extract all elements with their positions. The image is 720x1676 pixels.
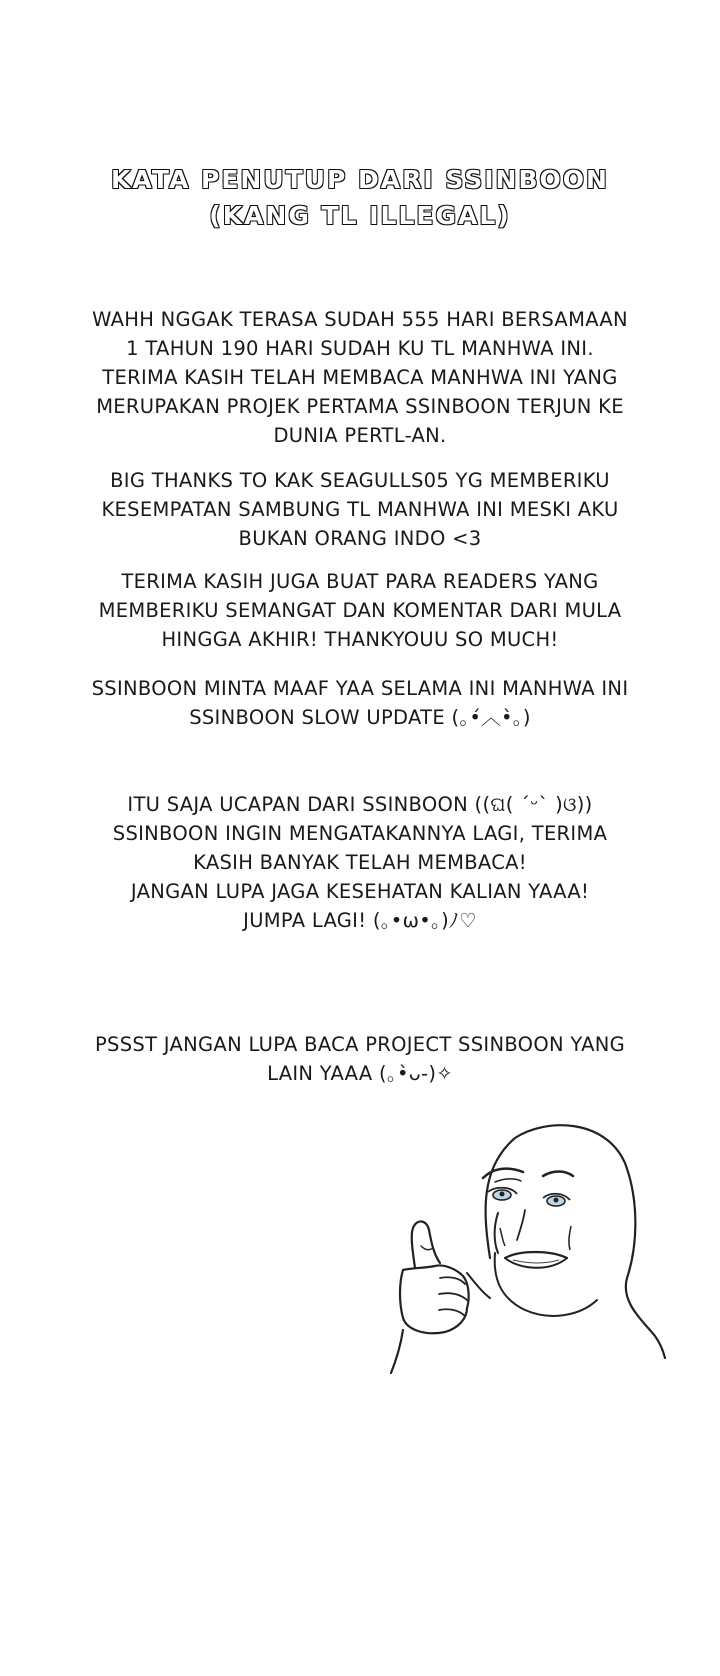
text-line: SSINBOON MINTA MAAF YAA SELAMA INI MANHWA INI bbox=[91, 677, 629, 700]
thumb bbox=[412, 1221, 440, 1268]
mouth-upper bbox=[505, 1252, 567, 1258]
text-line: DUNIA PERTL-AN. bbox=[273, 424, 447, 447]
cheek-line-left bbox=[500, 1228, 505, 1246]
body-left-line bbox=[391, 1330, 403, 1373]
eyebrow-left-inner bbox=[495, 1179, 521, 1182]
text-line: JUMPA LAGI! (｡•ω•｡)ﾉ♡ bbox=[243, 909, 477, 932]
text-line: SSINBOON INGIN MENGATAKANNYA LAGI, TERIMA bbox=[112, 822, 608, 845]
text-line: BIG THANKS TO KAK SEAGULLS05 YG MEMBERIKU bbox=[110, 469, 610, 492]
text-line: PSSST JANGAN LUPA BACA PROJECT SSINBOON YANG bbox=[94, 1033, 626, 1056]
paragraph-apology bbox=[40, 674, 680, 732]
text-line: HINGGA AKHIR! THANKYOUU SO MUCH! bbox=[161, 628, 559, 651]
text-line: TERIMA KASIH JUGA BUAT PARA READERS YANG bbox=[121, 570, 599, 593]
text-line: WAHH NGGAK TERASA SUDAH 555 HARI BERSAMAAN bbox=[92, 308, 628, 331]
title-line-1: KATA PENUTUP DARI SSINBOON bbox=[111, 165, 609, 194]
eyebrow-right bbox=[543, 1172, 573, 1177]
text-line: MEMBERIKU SEMANGAT DAN KOMENTAR DARI MULA bbox=[98, 599, 622, 622]
text-line: BUKAN ORANG INDO <3 bbox=[238, 527, 482, 550]
paragraph-thanks-readers bbox=[40, 567, 680, 654]
text-line: JANGAN LUPA JAGA KESEHATAN KALIAN YAAA! bbox=[130, 880, 590, 903]
paragraph-pssst bbox=[40, 1030, 680, 1088]
afterword-title bbox=[0, 162, 720, 234]
text-line: SSINBOON SLOW UPDATE (｡•́︿•̀｡) bbox=[189, 706, 531, 729]
paragraph-closing bbox=[40, 790, 680, 935]
text-line: 1 TAHUN 190 HARI SUDAH KU TL MANHWA INI. bbox=[126, 337, 594, 360]
paragraph-intro bbox=[40, 305, 680, 450]
thumbs-up-meme-face-illustration bbox=[355, 1118, 685, 1404]
paragraph-thanks-seagulls bbox=[40, 466, 680, 553]
text-line: TERIMA KASIH TELAH MEMBACA MANHWA INI YANG bbox=[102, 366, 618, 389]
text-line: KESEMPATAN SAMBUNG TL MANHWA INI MESKI AKU bbox=[101, 498, 619, 521]
cheek-line-right bbox=[569, 1226, 571, 1250]
text-line: MERUPAKAN PROJEK PERTAMA SSINBOON TERJUN KE bbox=[96, 395, 624, 418]
fist bbox=[400, 1265, 469, 1333]
eye-right-pupil bbox=[554, 1198, 559, 1203]
head-outline bbox=[486, 1125, 665, 1358]
eye-left-pupil bbox=[500, 1192, 505, 1197]
cheek-left bbox=[495, 1213, 498, 1253]
text-line: LAIN YAAA (｡•̀ᴗ-)✧ bbox=[267, 1062, 453, 1085]
shoulder-line bbox=[467, 1273, 490, 1298]
text-line: ITU SAJA UCAPAN DARI SSINBOON ((ଘ( ˊᵕˋ )ଓ)) bbox=[127, 793, 593, 816]
nose bbox=[517, 1210, 525, 1240]
title-line-2: (KANG TL ILLEGAL) bbox=[209, 201, 511, 230]
text-line: KASIH BANYAK TELAH MEMBACA! bbox=[193, 851, 527, 874]
